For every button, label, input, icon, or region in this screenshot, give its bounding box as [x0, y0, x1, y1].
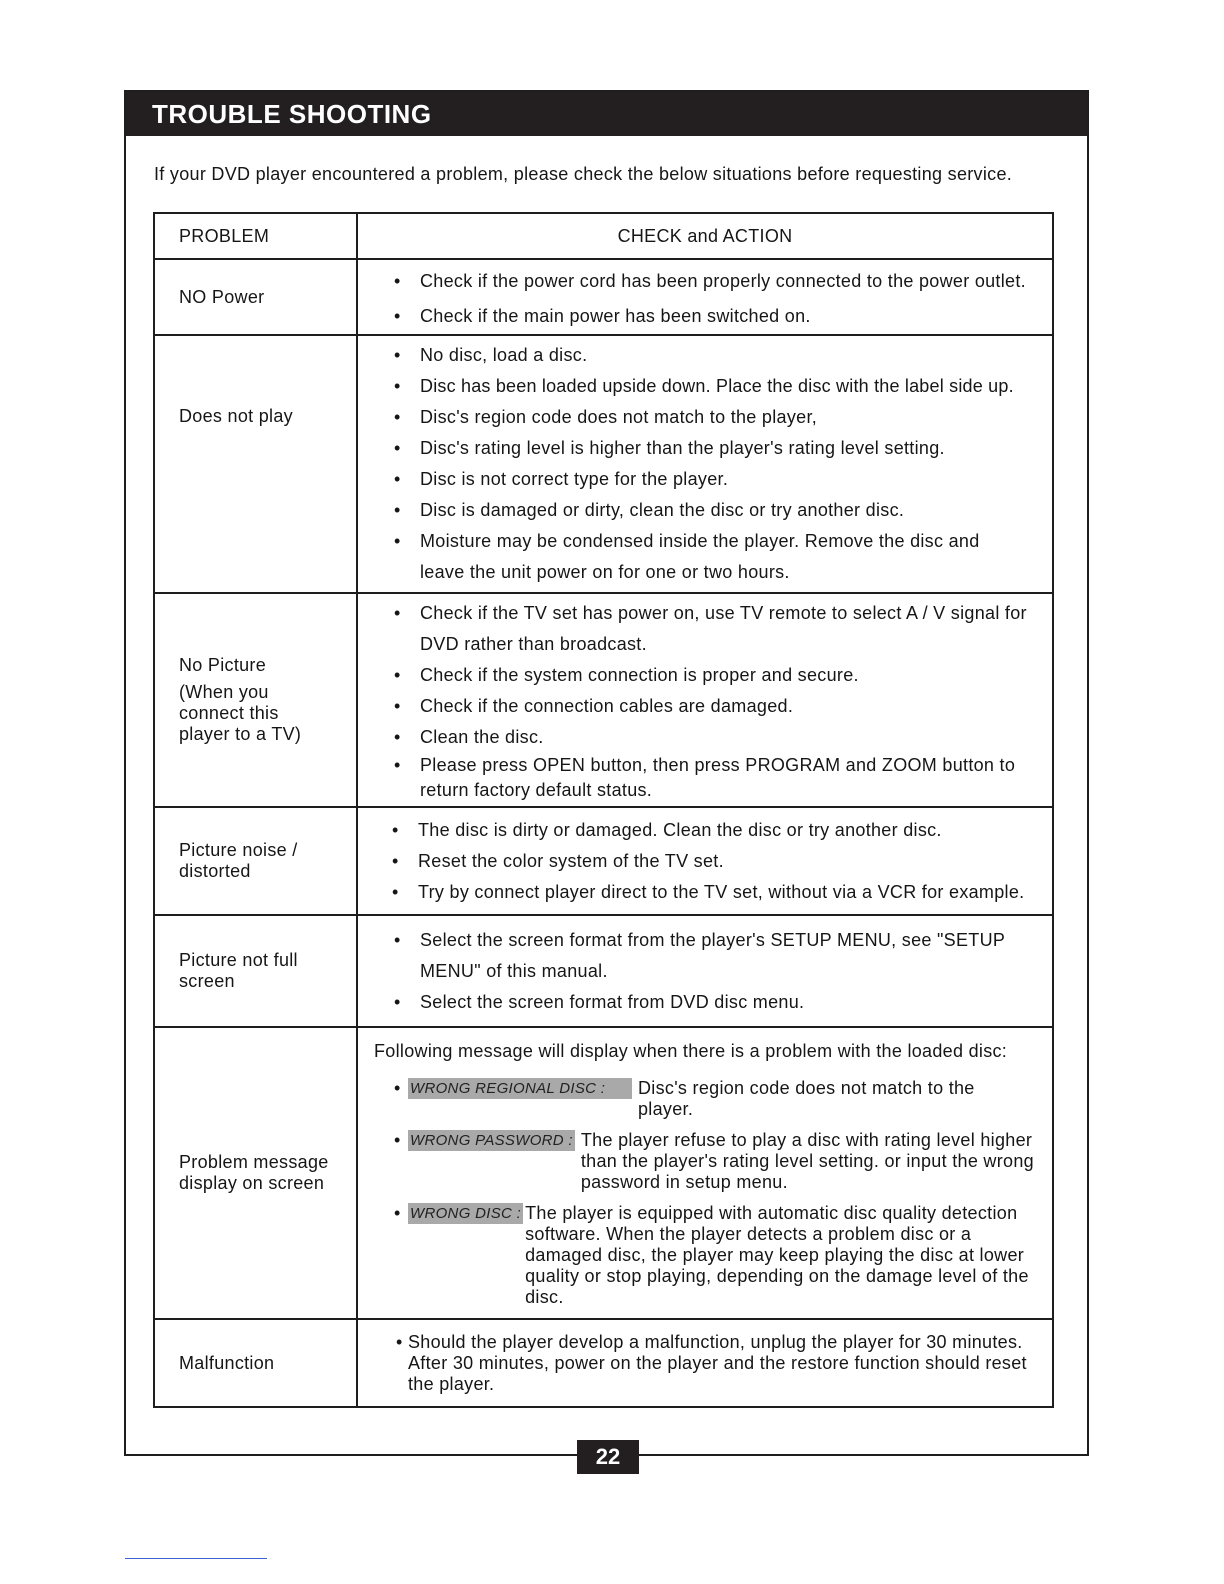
problem-label: Does not play	[179, 406, 293, 426]
error-message-item	[394, 1078, 1052, 1120]
action-item: • Disc has been loaded upside down. Place the disc with the label side up.	[394, 371, 1050, 402]
action-item: • The disc is dirty or damaged. Clean the disc or try another disc.	[392, 815, 1052, 846]
action-item: • Check if the TV set has power on, use TV remote to select A / V signal for DVD rather than broadcast.	[394, 598, 1032, 660]
action-item: • Select the screen format from DVD disc menu.	[394, 987, 1032, 1018]
page-number: 22	[577, 1440, 639, 1474]
error-code-label: • WRONG REGIONAL DISC :	[408, 1078, 632, 1099]
column-header-action: CHECK and ACTION	[357, 213, 1053, 259]
table-row	[154, 593, 1053, 807]
action-item: • Disc is damaged or dirty, clean the disc or try another disc.	[394, 495, 1050, 526]
table-header-row	[154, 213, 1053, 259]
action-item: • Check if the connection cables are damaged.	[394, 691, 1032, 722]
title-bar	[126, 92, 1087, 136]
problem-cell: Malfunction	[154, 1319, 357, 1407]
table-row	[154, 335, 1053, 593]
error-description: The player refuse to play a disc with rating level higher than the player's rating level setting. or input the wrong password in setup menu.	[580, 1130, 1034, 1192]
action-cell	[357, 915, 1053, 1027]
action-cell	[357, 1027, 1053, 1319]
error-description: The player is equipped with automatic disc quality detection software. When the player detects a problem disc or a damaged disc, the player may keep playing the disc at lower quality or stop playing, depending on the damage level of the disc.	[525, 1203, 1029, 1307]
action-item: • Check if the power cord has been properly connected to the power outlet.	[394, 266, 1052, 297]
column-header-problem: PROBLEM	[154, 213, 357, 259]
action-item: • Moisture may be condensed inside the player. Remove the disc and leave the unit power on for one or two hours.	[394, 526, 1050, 588]
table-row	[154, 1319, 1053, 1407]
action-item: • Check if the system connection is proper and secure.	[394, 660, 1032, 691]
intro-text: If your DVD player encountered a problem, please check the below situations before requesting service.	[154, 164, 1013, 184]
action-item: • Try by connect player direct to the TV set, without via a VCR for example.	[392, 877, 1052, 908]
action-item: • Please press OPEN button, then press PROGRAM and ZOOM button to return factory default status.	[394, 753, 1032, 803]
message-intro: Following message will display when there is a problem with the loaded disc:	[374, 1041, 1008, 1061]
action-cell	[357, 335, 1053, 593]
problem-cell: Picture not full screen	[154, 915, 357, 1027]
table-row	[154, 915, 1053, 1027]
action-item: • Should the player develop a malfunction, unplug the player for 30 minutes. After 30 minutes, power on the player and the restore function should reset the player.	[396, 1332, 1052, 1395]
action-item: • No disc, load a disc.	[394, 340, 1050, 371]
problem-cell: NO Power	[154, 259, 357, 335]
action-item: • Select the screen format from the player's SETUP MENU, see "SETUP MENU" of this manual.	[394, 925, 1032, 987]
error-message-item	[394, 1203, 1052, 1308]
problem-cell	[154, 335, 357, 593]
problem-cell	[154, 593, 357, 807]
page-frame	[124, 90, 1089, 1456]
table-row	[154, 1027, 1053, 1319]
problem-cell: Picture noise / distorted	[154, 807, 357, 915]
table-row	[154, 259, 1053, 335]
error-code-label: • WRONG DISC :	[410, 1205, 522, 1222]
error-code-label: • WRONG PASSWORD :	[410, 1132, 573, 1149]
action-item: • Reset the color system of the TV set.	[392, 846, 1052, 877]
action-item: • Clean the disc.	[394, 722, 1032, 753]
action-cell	[357, 593, 1053, 807]
error-message-item	[394, 1130, 1052, 1193]
action-cell	[357, 807, 1053, 915]
problem-cell: Problem message display on screen	[154, 1027, 357, 1319]
table-row	[154, 807, 1053, 915]
action-cell	[357, 1319, 1053, 1407]
footer-link-line	[125, 1558, 267, 1559]
problem-sublabel: (When you connect this player to a TV)	[179, 682, 302, 744]
troubleshooting-table	[153, 212, 1054, 1408]
problem-label: No Picture	[179, 655, 267, 675]
action-item: • Disc's rating level is higher than the player's rating level setting.	[394, 433, 1050, 464]
action-item: • Check if the main power has been switched on.	[394, 301, 1052, 332]
error-description: Disc's region code does not match to the player.	[638, 1078, 975, 1119]
action-cell	[357, 259, 1053, 335]
action-item: • Disc is not correct type for the player.	[394, 464, 1050, 495]
page-title: TROUBLE SHOOTING	[152, 99, 432, 129]
action-item: • Disc's region code does not match to the player,	[394, 402, 1050, 433]
